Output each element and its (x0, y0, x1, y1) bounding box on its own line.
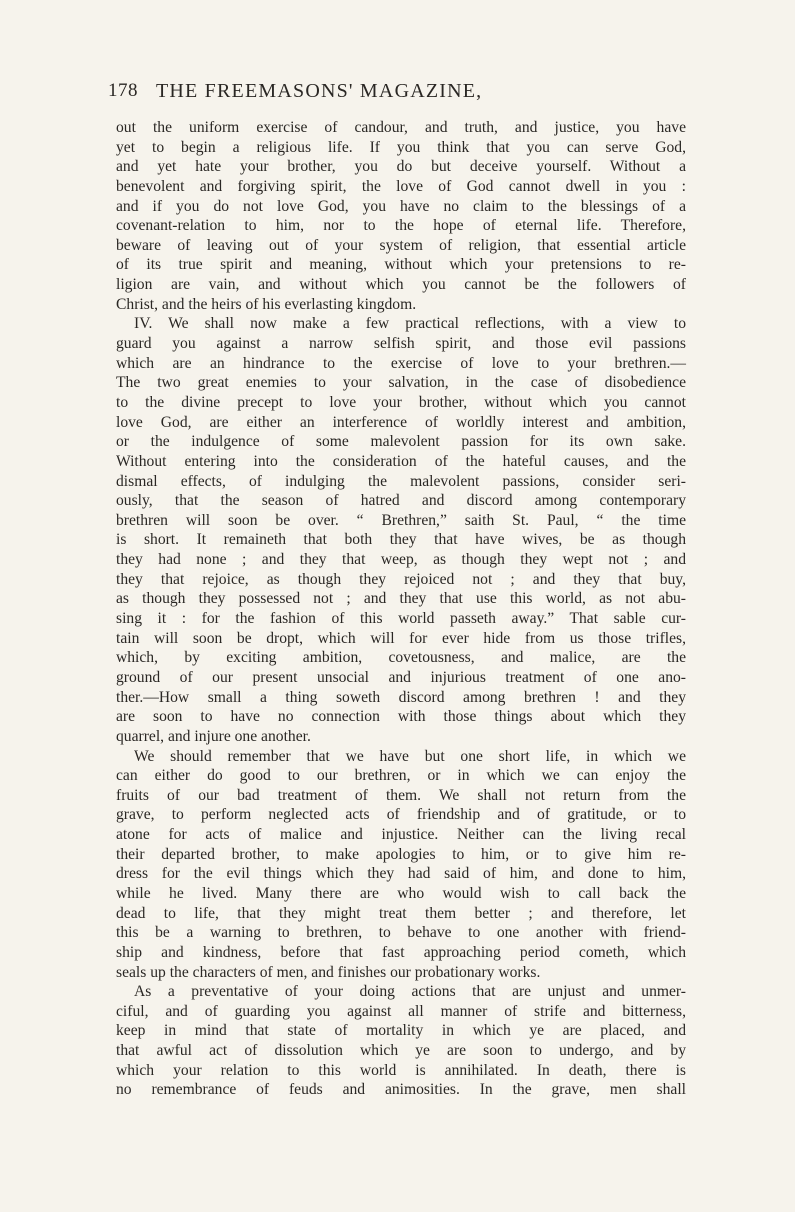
text-line: ther.—How small a thing soweth discord among brethren ! and they (116, 688, 686, 706)
text-line: As a preventative of your doing actions that are unjust and unmer- (134, 983, 686, 1001)
text-line: are soon to have no connection with those things about which they (116, 708, 686, 726)
text-line: Christ, and the heirs of his everlasting kingdom. (116, 295, 417, 313)
text-line: guard you against a narrow selfish spirit, and those evil passions (116, 335, 686, 353)
text-line: brethren will soon be over. “ Brethren,” saith St. Paul, “ the time (116, 511, 686, 529)
text-line: and yet hate your brother, you do but deceive yourself. Without a (116, 158, 686, 176)
body-text (116, 118, 686, 1100)
text-line: dead to life, that they might treat them better ; and therefore, let (116, 904, 686, 922)
text-line: of its true spirit and meaning, without which your pretensions to re- (116, 256, 686, 274)
text-line: grave, to perform neglected acts of friendship and of gratitude, or to (116, 806, 686, 824)
running-header (108, 80, 713, 110)
text-line: sing it : for the fashion of this world passeth away.” That sable cur- (116, 610, 686, 628)
text-line: no remembrance of feuds and animosities. In the grave, men shall (116, 1081, 686, 1099)
text-line: ously, that the season of hatred and discord among contemporary (116, 492, 686, 510)
text-line: can either do good to our brethren, or in which we can enjoy the (116, 767, 686, 785)
text-line: as though they possessed not ; and they that use this world, as not abu- (116, 590, 686, 608)
text-line: they that rejoice, as though they rejoiced not ; and they that buy, (116, 570, 686, 588)
text-line: IV. We shall now make a few practical reflections, with a view to (134, 315, 686, 333)
text-line: which your relation to this world is annihilated. In death, there is (116, 1061, 686, 1079)
text-line: while he lived. Many there are who would wish to call back the (116, 884, 686, 902)
text-line: ground of our present unsocial and injurious treatment of one ano- (116, 668, 686, 686)
text-line: dress for the evil things which they had said of him, and done to him, (116, 865, 686, 883)
text-line: is short. It remaineth that both they that have wives, be as though (116, 531, 686, 549)
text-line: We should remember that we have but one short life, in which we (134, 747, 686, 765)
page-number: 178 (108, 80, 138, 101)
text-line: keep in mind that state of mortality in which ye are placed, and (116, 1022, 686, 1040)
text-line: their departed brother, to make apologies to him, or to give him re- (116, 845, 686, 863)
running-title: THE FREEMASONS' MAGAZINE, (156, 80, 483, 102)
text-line: and if you do not love God, you have no claim to the blessings of a (116, 197, 686, 215)
text-line: love God, are either an interference of worldly interest and ambition, (116, 413, 686, 431)
text-line: Without entering into the consideration of the hateful causes, and the (116, 452, 686, 470)
text-line: ship and kindness, before that fast approaching period cometh, which (116, 943, 686, 961)
text-line: seals up the characters of men, and finishes our probationary works. (116, 963, 541, 981)
text-line: ciful, and of guarding you against all manner of strife and bitterness, (116, 1002, 686, 1020)
text-line: yet to begin a religious life. If you think that you can serve God, (116, 138, 686, 156)
text-line: covenant-relation to him, nor to the hope of eternal life. Therefore, (116, 217, 686, 235)
text-line: out the uniform exercise of candour, and truth, and justice, you have (116, 119, 686, 136)
text-line: fruits of our bad treatment of them. We shall not return from the (116, 786, 686, 804)
text-line: ligion are vain, and without which you cannot be the followers of (116, 276, 686, 294)
text-line: benevolent and forgiving spirit, the love of God cannot dwell in you : (116, 177, 686, 195)
text-line: beware of leaving out of your system of religion, that essential article (116, 236, 686, 254)
text-line: that awful act of dissolution which ye are soon to undergo, and by (116, 1042, 686, 1060)
text-line: atone for acts of malice and injustice. Neither can the living recal (116, 826, 686, 844)
text-line: this be a warning to brethren, to behave to one another with friend- (116, 924, 686, 942)
text-line: they had none ; and they that weep, as though they wept not ; and (116, 551, 686, 569)
text-line: or the indulgence of some malevolent passion for its own sake. (116, 433, 686, 451)
text-line: which are an hindrance to the exercise of love to your brethren.— (116, 354, 686, 372)
text-line: which, by exciting ambition, covetousness, and malice, are the (116, 649, 686, 667)
text-line: quarrel, and injure one another. (116, 727, 311, 745)
text-line: dismal effects, of indulging the malevolent passions, consider seri- (116, 472, 686, 490)
text-line: to the divine precept to love your brother, without which you cannot (116, 393, 686, 411)
text-line: The two great enemies to your salvation, in the case of disobedience (116, 374, 686, 392)
text-line: tain will soon be dropt, which will for ever hide from us those trifles, (116, 629, 686, 647)
